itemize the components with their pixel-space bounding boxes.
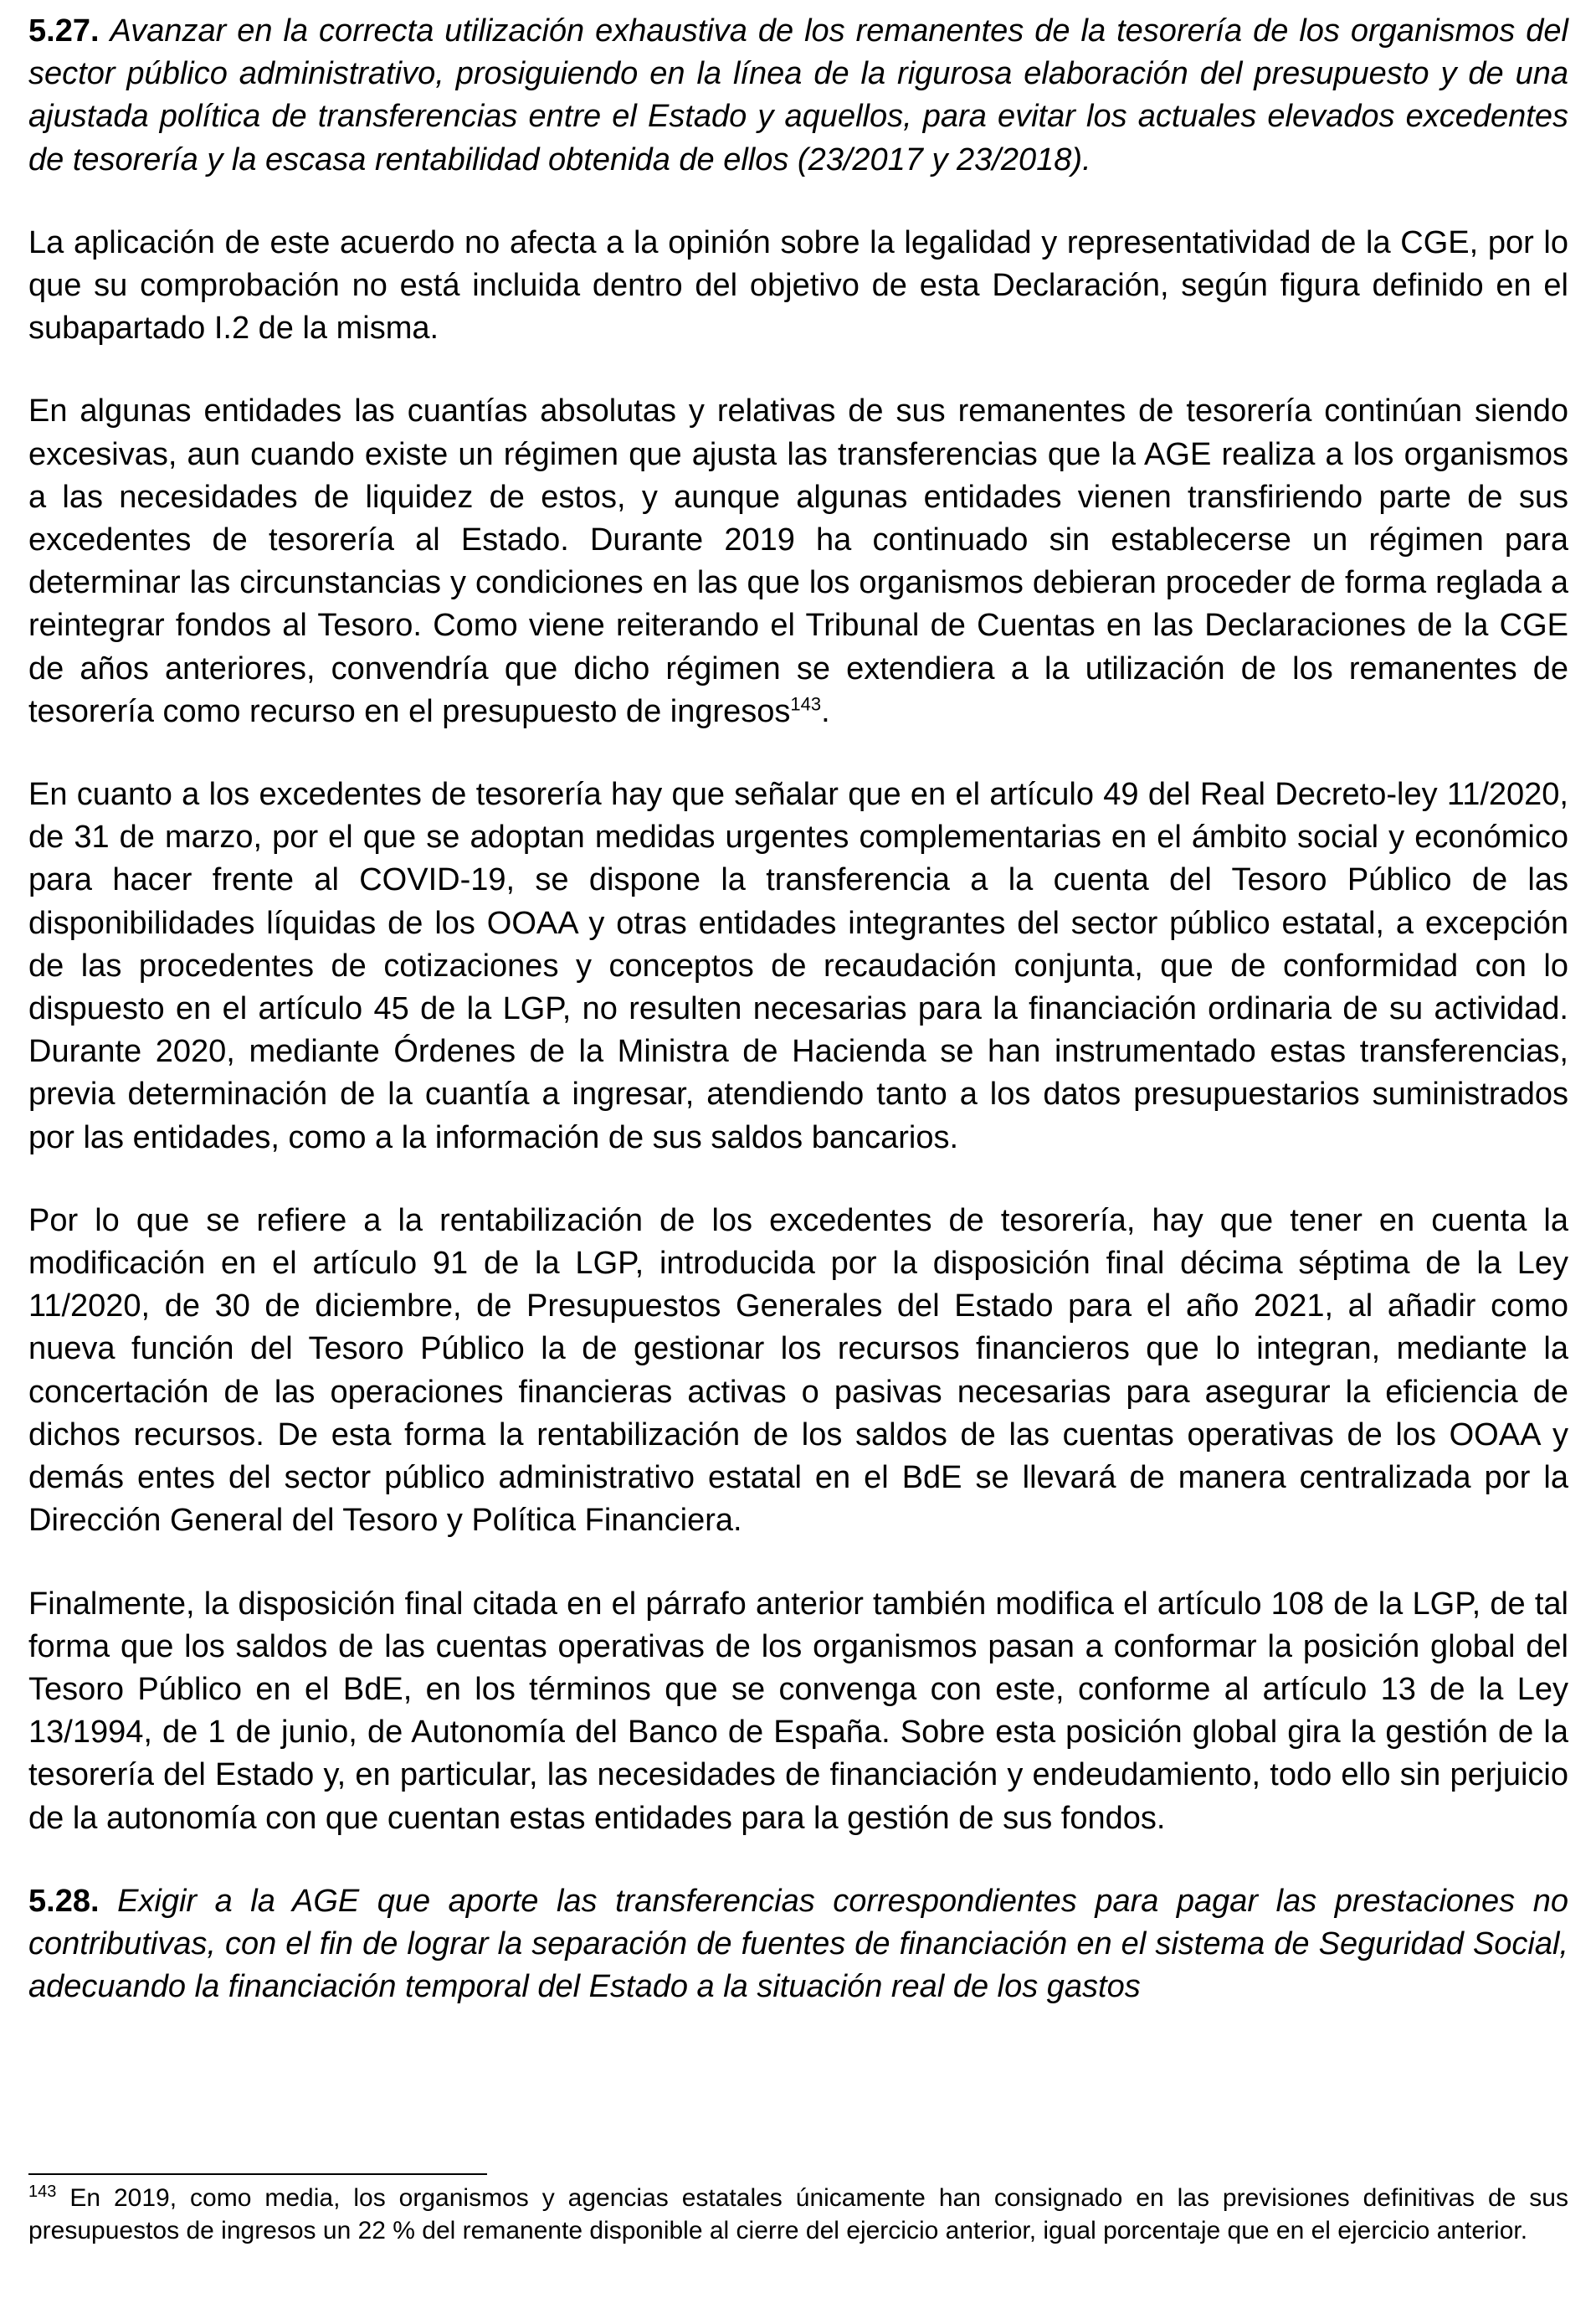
paragraph-excedentes: En cuanto a los excedentes de tesorería hay que señalar que en el artículo 49 del Real Decreto-ley 11/2020, de 31 de marzo, por el que se adoptan medidas urgentes complementarias en el ámbito social y económico para hacer frente al COVID-19, se dispone la transferencia a la cuenta del Tesoro Público de las disponibilidades líquidas de los OOAA y otras entidades integrantes del sector público estatal, a excepción de las procedentes de cotizaciones y conceptos de recaudación conjunta, que de conformidad con lo dispuesto en el artículo 45 de la LGP, no resulten necesarias para la financiación ordinaria de su actividad. Durante 2020, mediante Órdenes de la Ministra de Hacienda se han instrumentado estas transferencias, previa determinación de la cuantía a ingresar, atendiendo tanto a los datos presupuestarios suministrados por las entidades, como a la información de sus saldos bancarios. <box>28 777 1568 1155</box>
footnote-text: En 2019, como media, los organismos y agencias estatales únicamente han consignado en las previsiones definitivas de sus presupuestos de ingresos un 22 % del remanente disponible al cierre del ejercicio anterior, igual porcentaje que en el ejercicio anterior. <box>28 2184 1568 2244</box>
recommendation-text: Avanzar en la correcta utilización exhaustiva de los remanentes de la tesorería de los organismos del sector público administrativo, prosiguiendo en la línea de la rigurosa elaboración del presupuesto y de una ajustada política de transferencias entre el Estado y aquellos, para evitar los actuales elevados excedentes de tesorería y la escasa rentabilidad obtenida de ellos (23/2017 y 23/2018). <box>28 13 1569 177</box>
paragraph-finalmente: Finalmente, la disposición final citada en el párrafo anterior también modifica el artículo 108 de la LGP, de tal forma que los saldos de las cuentas operativas de los organismos pasan a conformar la posición global del Tesoro Público en el BdE, en los términos que se convenga con este, conforme al artículo 13 de la Ley 13/1994, de 1 de junio, de Autonomía del Banco de España. Sobre esta posición global gira la gestión de la tesorería del Estado y, en particular, las necesidades de financiación y endeudamiento, todo ello sin perjuicio de la autonomía con que cuentan estas entidades para la gestión de sus fondos. <box>28 1586 1568 1836</box>
paragraph-remanentes <box>28 390 1568 733</box>
paragraph-rentabilizacion: Por lo que se refiere a la rentabilización de los excedentes de tesorería, hay que tener en cuenta la modificación en el artículo 91 de la LGP, introducida por la disposición final décima séptima de la Ley 11/2020, de 30 de diciembre, de Presupuestos Generales del Estado para el año 2021, al añadir como nueva función del Tesoro Público la de gestionar los recursos financieros que lo integran, mediante la concertación de las operaciones financieras activas o pasivas necesarias para asegurar la eficiencia de dichos recursos. De esta forma la rentabilización de los saldos de las cuentas operativas de los OOAA y demás entes del sector público administrativo estatal en el BdE se llevará de manera centralizada por la Dirección General del Tesoro y Política Financiera. <box>28 1202 1568 1539</box>
paragraph-opinion: La aplicación de este acuerdo no afecta a la opinión sobre la legalidad y representatividad de la CGE, por lo que su comprobación no está incluida dentro del objetivo de esta Declaración, según figura definido en el subapartado I.2 de la misma. <box>28 224 1568 347</box>
footnote-number: 143 <box>28 2183 57 2201</box>
footnote <box>28 2182 1568 2247</box>
recommendation-number: 5.28. <box>28 1883 100 1919</box>
footnote-separator <box>28 2173 487 2175</box>
paragraph-end: . <box>821 693 830 729</box>
document-body <box>28 10 1568 2049</box>
recommendation-5-27 <box>28 10 1568 182</box>
footnote-reference[interactable]: 143 <box>790 693 822 715</box>
paragraph-text: En algunas entidades las cuantías absolutas y relativas de sus remanentes de tesorería continúan siendo excesivas, aun cuando existe un régimen que ajusta las transferencias que la AGE realiza a los organismos a las necesidades de liquidez de estos, y aunque algunas entidades vienen transfiriendo parte de sus excedentes de tesorería al Estado. Durante 2019 ha continuado sin establecerse un régimen para determinar las circunstancias y condiciones en las que los organismos debieran proceder de forma reglada a reintegrar fondos al Tesoro. Como viene reiterando el Tribunal de Cuentas en las Declaraciones de la CGE de años anteriores, convendría que dicho régimen se extendiera a la utilización de los remanentes de tesorería como recurso en el presupuesto de ingresos <box>28 393 1568 729</box>
recommendation-number: 5.27. <box>28 13 100 49</box>
recommendation-5-28 <box>28 1880 1568 2009</box>
recommendation-text: Exigir a la AGE que aporte las transferencias correspondientes para pagar las prestaciones no contributivas, con el fin de lograr la separación de fuentes de financiación en el sistema de Seguridad Social, adecuando la financiación temporal del Estado a la situación real de los gastos <box>28 1883 1568 2005</box>
